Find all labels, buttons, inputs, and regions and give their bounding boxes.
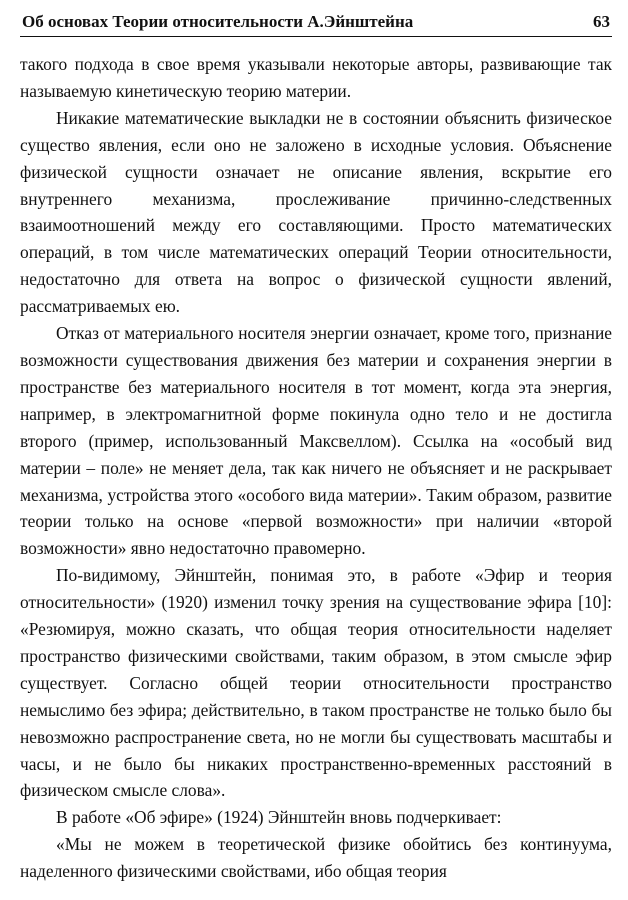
paragraph-continuation: такого подхода в свое время указывали некоторые авторы, развивающие так называемую кинетическую теорию материи. bbox=[20, 54, 612, 101]
paragraph: Отказ от материального носителя энергии означает, кроме того, признание возможности существования движения без материи и сохранения энергии в пространстве без материального носителя в тот момент, когда эта энергия, например, в электромагнитной форме покинула одно тело и не достигла второго (пример, использованный Максвеллом). Ссылка на «особый вид материи – поле» не меняет дела, так как ничего не объясняет и не раскрывает механизма, устройства этого «особого вида материи». Таким образом, развитие теории только на основе «первой возможности» при наличии «второй возможности» явно недостаточно правомерно. bbox=[20, 323, 612, 559]
running-header-title: Об основах Теории относительности А.Эйнштейна bbox=[22, 12, 414, 31]
running-header bbox=[20, 10, 612, 37]
paragraph: Никакие математические выкладки не в состоянии объяснить физическое существо явления, если оно не заложено в исходные условия. Объяснение физической сущности означает не описание явления, вскрытие его внутреннего механизма, прослеживание причинно-следственных взаимоотношений между его составляющими. Просто математических операций, в том числе математических операций Теории относительности, недостаточно для ответа на вопрос о физической сущности явлений, рассматриваемых ею. bbox=[20, 107, 612, 317]
page-number: 63 bbox=[593, 12, 610, 31]
paragraph-quote-start: «Мы не можем в теоретической физике обойтись без континуума, наделенного физическими свойствами, ибо общая теория bbox=[20, 834, 612, 882]
paragraph: По-видимому, Эйнштейн, понимая это, в работе «Эфир и теория относительности» (1920) изменил точку зрения на существование эфира [10]: «Резюмируя, можно сказать, что общая теория относительности наделяет пространство физическими свойствами, таким образом, в этом смысле эфир существует. Согласно общей теории относительности пространство немыслимо без эфира; действительно, в таком пространстве не только было бы невозможно распространение света, но не могли бы существовать масштабы и часы, и не было бы никаких пространственно-временных расстояний в физическом смысле слова». bbox=[20, 565, 612, 801]
paragraph: В работе «Об эфире» (1924) Эйнштейн вновь подчеркивает: bbox=[56, 807, 502, 828]
body-text bbox=[20, 51, 612, 885]
